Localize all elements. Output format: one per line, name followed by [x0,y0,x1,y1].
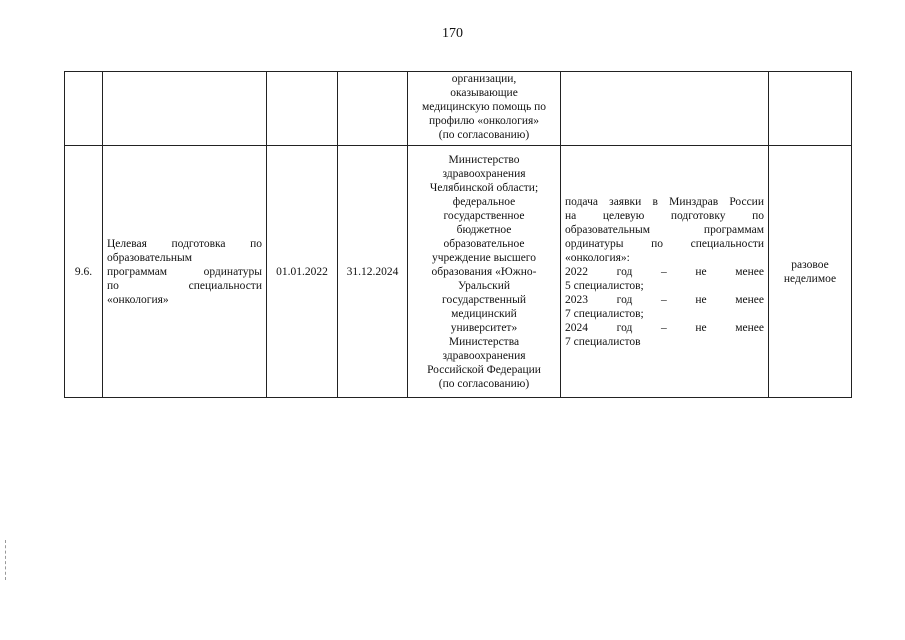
executor-line: государственное [443,209,525,222]
executor-line: федеральное [452,195,516,208]
task-line: Целевая подготовка по [107,237,262,250]
task-line: по специальности [107,279,262,292]
executor-line: организации, [451,73,517,85]
end-date-cell [338,72,408,146]
executor-line: медицинскую помощь по [421,101,547,113]
result-line: ординатуры по специальности [565,237,764,250]
start-date-cell: 01.01.2022 [267,146,338,398]
row-number-cell: 9.6. [65,146,103,398]
executor-line: Российской Федерации [427,363,541,376]
type-cell [769,146,852,398]
result-line: подача заявки в Минздрав России [565,195,764,208]
result-line: 2024 год – не менее [565,321,764,334]
table-row [65,72,852,146]
executor-line: (по согласованию) [438,377,530,390]
executor-line: Уральский [457,279,511,292]
executor-line: Челябинской области; [429,181,539,194]
type-cell [769,72,852,146]
row-number-cell [65,72,103,146]
executor-line: здравоохранения [442,167,526,180]
result-line: 7 специалистов [565,335,641,348]
executor-line: здравоохранения [442,349,526,362]
measures-table [64,71,852,398]
result-cell [561,146,769,398]
start-date-cell [267,72,338,146]
result-line: 2023 год – не менее [565,293,764,306]
task-line: образовательным [107,251,193,264]
executor-line: профилю «онкология» [428,115,540,127]
type-line: разовое [791,258,829,271]
executor-line: учреждение высшего [432,251,536,264]
binding-edge-mark [5,540,6,580]
executor-line: государственный [442,293,526,306]
task-cell [103,146,267,398]
type-line: неделимое [783,272,837,285]
executor-line: образования «Южно- [431,265,537,278]
executor-line: бюджетное [456,223,512,236]
executor-line: Министерство [448,153,520,166]
result-line: 2022 год – не менее [565,265,764,278]
result-line: на целевую подготовку по [565,209,764,222]
result-line: 5 специалистов; [565,279,644,292]
task-line: «онкология» [107,293,169,306]
table-row [65,146,852,398]
result-line: образовательным программам [565,223,764,236]
executor-line: оказывающие [450,87,518,99]
result-line: 7 специалистов; [565,307,644,320]
page-number: 170 [442,26,463,41]
executor-line: медицинский [451,307,517,320]
result-cell [561,72,769,146]
executor-cell [408,72,561,146]
executor-line: образовательное [443,237,525,250]
result-line: «онкология»: [565,251,630,264]
end-date-cell: 31.12.2024 [338,146,408,398]
executor-line: университет» [450,321,518,334]
executor-line: Министерства [448,335,520,348]
executor-cell [408,146,561,398]
task-line: программам ординатуры [107,265,262,278]
task-cell [103,72,267,146]
executor-line: (по согласованию) [438,129,530,141]
